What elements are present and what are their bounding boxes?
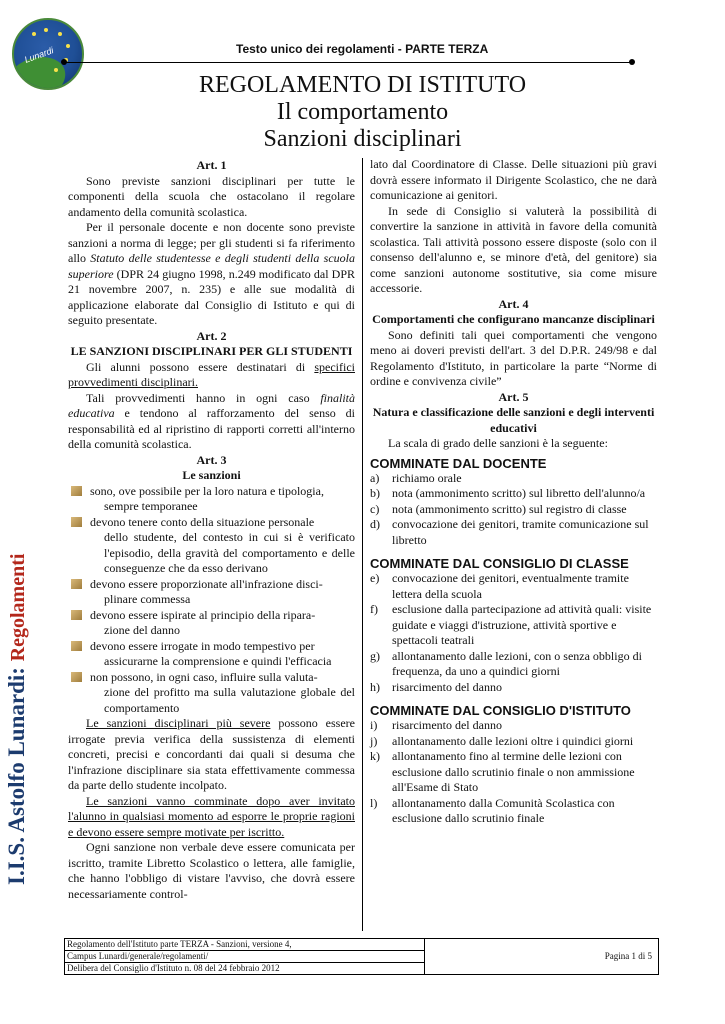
bullet-text: devono essere irrogate in modo tempestivo per [90, 638, 315, 653]
sanzioni-bullet-list [68, 484, 355, 717]
document-title [0, 72, 725, 153]
art1-heading: Art. 1 [196, 158, 227, 172]
bullet-text: devono tenere conto della situazione personale [90, 514, 315, 529]
list-item [370, 471, 657, 487]
bullet-square-icon [71, 610, 82, 620]
art1-paragraph-1: Sono previste sanzioni disciplinari per tutte le componenti della scuola che ostacolano il regolare andamento della comunità scolastica. [68, 173, 355, 219]
statuto-reference: Statuto delle studentesse e degli studenti della scuola superiore [68, 251, 355, 281]
side-label [4, 554, 30, 885]
severe-paragraph [68, 716, 355, 794]
bullet-text-cont: assicurarne la comprensione e quindi l'efficacia [104, 654, 332, 668]
art2-heading: Art. 2 [196, 328, 227, 343]
item-text: allontanamento fino al termine delle lezioni con esclusione dallo scrutinio finale o non ammissione all'Esame di Stato [392, 749, 635, 794]
side-label-school: I.I.S. Astolfo Lunardi: [4, 667, 29, 885]
item-letter: l) [370, 795, 378, 810]
section-istituto: COMMINATE DAL CONSIGLIO D'ISTITUTO [370, 703, 631, 718]
art2-paragraph-2 [68, 391, 355, 453]
bullet-text-cont: plinare commessa [104, 592, 191, 606]
footer-line-1: Regolamento dell'Istituto parte TERZA - Sanzioni, versione 4, [65, 939, 425, 951]
item-letter: d) [370, 517, 380, 531]
header-rule [64, 62, 632, 63]
italic-text: finalità educativa [68, 390, 355, 420]
art4-heading: Art. 4 [498, 296, 529, 311]
art3-heading: Art. 3 [196, 452, 227, 467]
art5-paragraph: La scala di grado delle sanzioni è la seguente: [388, 436, 608, 450]
list-item [370, 680, 657, 696]
art2-subheading: LE SANZIONI DISCIPLINARI PER GLI STUDENTI [70, 344, 353, 358]
consiglio-paragraph: In sede di Consiglio si valuterà la possibilità di convertire la sanzione in attività in favore della comunità scolastica. Tali attività possono essere disposte (solo con il consenso dell'alunno e, se minore d'età, del genitore) sia come sanzioni autonome sostitutive, sia come misure accessorie. [370, 203, 657, 295]
list-item [370, 734, 657, 750]
art2-paragraph-1 [68, 360, 355, 391]
item-text: convocazione dei genitori, eventualmente tramite lettera della scuola [392, 571, 629, 601]
underlined-text: Le sanzioni disciplinari più severe [86, 716, 271, 730]
rule-dot-left [61, 59, 67, 65]
item-text: allontanamento dalle lezioni oltre i quindici giorni [392, 733, 634, 748]
art4-subheading: Comportamenti che configurano mancanze disciplinari [372, 312, 655, 326]
art1-paragraph-2 [68, 220, 355, 329]
bullet-item [68, 639, 355, 670]
title-line-3: Sanzioni disciplinari [263, 126, 462, 152]
item-text: convocazione dei genitori, tramite comunicazione sul libretto [392, 517, 649, 547]
bullet-text-cont: dello studente, del contesto in cui si è verificato l'episodio, della gravità del comportamento e delle conseguenze che da esso derivano [104, 530, 355, 575]
art5-heading: Art. 5 [498, 389, 529, 404]
bullet-square-icon [71, 517, 82, 527]
item-letter: b) [370, 486, 380, 500]
list-item [370, 571, 657, 602]
footer-table [64, 938, 659, 975]
item-letter: k) [370, 749, 380, 763]
logo-wordmark: Lunardi [23, 45, 55, 65]
list-item [370, 749, 657, 796]
item-letter: j) [370, 733, 378, 748]
side-label-section: Regolamenti [7, 553, 29, 662]
list-item [370, 502, 657, 518]
bullet-text-cont: zione del profitto ma sulla valutazione globale del comportamento [104, 685, 355, 715]
list-item [370, 718, 657, 734]
list-docente [370, 471, 657, 549]
bullet-item [68, 515, 355, 577]
bullet-square-icon [71, 641, 82, 651]
bullet-item [68, 577, 355, 608]
rule-dot-right [629, 59, 635, 65]
list-item [370, 486, 657, 502]
section-classe: COMMINATE DAL CONSIGLIO DI CLASSE [370, 556, 629, 571]
comunicazione-paragraph: Ogni sanzione non verbale deve essere comunicata per iscritto, tramite Libretto Scolastico o lettera, alle famiglie, che hanno l'obbligo di vistare l'avviso, che dovrà essere necessariamente control- [68, 840, 355, 901]
bullet-text: non possono, in ogni caso, influire sulla valuta- [90, 669, 318, 684]
bullet-text: devono essere proporzionate all'infrazione disci- [90, 576, 323, 591]
text-run: Gli alunni possono essere destinatari di [86, 359, 315, 374]
item-letter: h) [370, 679, 380, 694]
bullet-item [68, 670, 355, 717]
item-text: nota (ammonimento scritto) sul libretto dell'alunno/a [392, 486, 646, 500]
list-item [370, 649, 657, 680]
item-text: allontanamento dalle lezioni, con o senza obbligo di frequenza, da uno a quindici giorni [392, 648, 642, 678]
left-column [68, 158, 355, 902]
list-item [370, 602, 657, 649]
text-run: Tali provvedimenti hanno in ogni caso [86, 390, 321, 405]
page-number: Pagina 1 di 5 [425, 939, 659, 975]
list-item [370, 517, 657, 548]
section-docente: COMMINATE DAL DOCENTE [370, 455, 547, 471]
list-istituto [370, 718, 657, 827]
title-line-1: REGOLAMENTO DI ISTITUTO [198, 72, 527, 98]
bullet-square-icon [71, 486, 82, 496]
bullet-square-icon [71, 579, 82, 589]
right-column [370, 157, 657, 827]
bullet-text-cont: zione del danno [104, 623, 180, 637]
text-run: e tendono al rafforzamento del senso di responsabilità ed al ripristino di rapporti corretti all'interno della comunità scolastica. [68, 406, 355, 451]
underlined-text: specifici provvedimenti disciplinari. [68, 359, 355, 389]
bullet-text: sono, ove possibile per la loro natura e tipologia, [90, 483, 324, 498]
bullet-text: devono essere ispirate al principio della ripara- [90, 607, 316, 622]
text-run: Per il personale docente e non docente sono previste sanzioni a norma di legge; per gli studenti si fa riferimento allo [68, 220, 355, 265]
invito-paragraph [68, 794, 355, 841]
item-text: nota (ammonimento scritto) sul registro di classe [392, 501, 627, 516]
item-text: risarcimento del danno [392, 679, 502, 694]
footer-line-2: Campus Lunardi/generale/regolamenti/ [65, 951, 425, 963]
item-letter: g) [370, 648, 380, 663]
item-text: esclusione dalla partecipazione ad attività quali: visite guidate e viaggi d'istruzione, attività sportive e spettacoli teatrali [392, 602, 652, 647]
text-run: possono essere irrogate previa verifica della sussistenza di elementi concreti, precisi e concordanti dai quali si desuma che l'infrazione disciplinare sia stata effettivamente commessa da parte dello studente incolpato. [68, 716, 355, 792]
art3-subheading: Le sanzioni [182, 468, 241, 482]
bullet-item [68, 484, 355, 515]
continued-paragraph: lato dal Coordinatore di Classe. Delle situazioni più gravi dovrà essere informato il Dirigente Scolastico, che ne darà comunicazione ai genitori. [370, 157, 657, 202]
bullet-item [68, 608, 355, 639]
bullet-text-cont: sempre temporanee [104, 499, 198, 513]
footer-line-3: Delibera del Consiglio d'Istituto n. 08 del 24 febbraio 2012 [65, 963, 425, 975]
list-classe [370, 571, 657, 695]
item-letter: a) [370, 470, 380, 485]
running-header: Testo unico dei regolamenti - PARTE TERZA [236, 42, 489, 56]
item-text: richiamo orale [392, 470, 462, 485]
column-divider [362, 158, 363, 931]
bullet-square-icon [71, 672, 82, 682]
item-letter: c) [370, 501, 380, 516]
item-letter: e) [370, 571, 380, 585]
item-letter: i) [370, 718, 378, 732]
item-letter: f) [370, 602, 378, 616]
title-line-2: Il comportamento [276, 99, 449, 125]
underlined-text: Le sanzioni vanno comminate dopo aver invitato l'alunno in qualsiasi momento ad esporre le proprie ragioni e devono essere sempre motivate per iscritto. [68, 793, 355, 839]
item-text: allontanamento dalla Comunità Scolastica con esclusione dallo scrutinio finale [392, 795, 615, 825]
art4-paragraph: Sono definiti tali quei comportamenti che vengono meno ai doveri previsti dell'art. 3 del D.P.R. 249/98 e dal Regolamento d'Istituto, in particolare la parte “Norme di ordine e convivenza civile” [370, 327, 657, 388]
item-text: risarcimento del danno [392, 718, 502, 732]
art5-subheading: Natura e classificazione delle sanzioni e degli interventi educativi [372, 405, 655, 435]
list-item [370, 796, 657, 827]
text-run: (DPR 24 giugno 1998, n.249 modificato dal DPR 21 novembre 2007, n. 235) e alle sue modalità di applicazione elaborate dal Consiglio di Istituto e qui di seguito presentate. [68, 266, 355, 327]
